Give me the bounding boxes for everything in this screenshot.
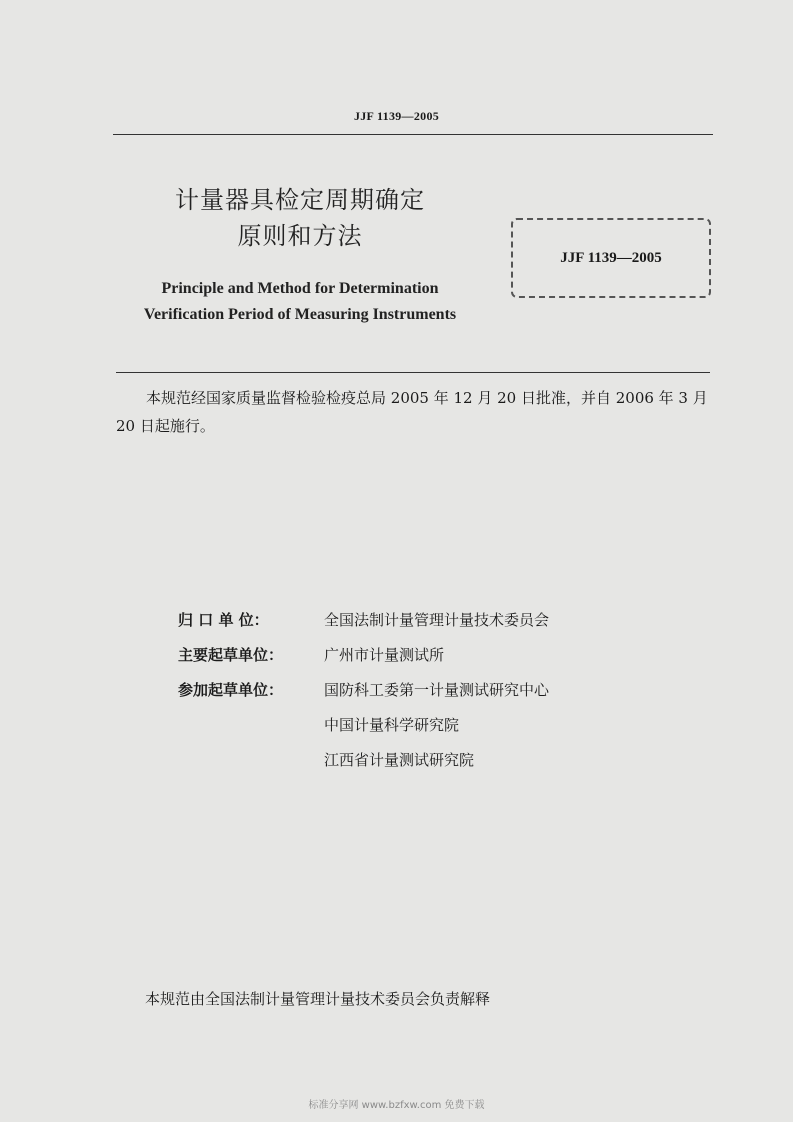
participating-value-1: 国防科工委第一计量测试研究中心	[324, 681, 550, 699]
drafting-units	[178, 604, 549, 779]
unit-row-responsible	[178, 604, 549, 639]
main-drafter-value: 广州市计量测试所	[324, 646, 445, 664]
approval-statement: 本规范经国家质量监督检验检疫总局 2005 年 12 月 20 日批准，并自 2006 年 3 月 20 日起施行。	[116, 389, 708, 435]
interpretation-note: 本规范由全国法制计量管理计量技术委员会负责解释	[145, 990, 491, 1008]
participating-value-2: 中国计量科学研究院	[324, 716, 460, 734]
header-standard-code: JJF 1139—2005	[353, 109, 440, 123]
participating-label: 参加起草单位：	[178, 681, 284, 699]
responsible-unit-value: 全国法制计量管理计量技术委员会	[324, 611, 550, 629]
title-cn-line2: 原则和方法	[237, 222, 363, 250]
unit-row-participating	[178, 674, 549, 709]
main-drafter-label: 主要起草单位：	[178, 646, 284, 664]
participating-value-3: 江西省计量测试研究院	[324, 751, 475, 769]
title-cn-line1: 计量器具检定周期确定	[175, 186, 425, 214]
code-box-label: JJF 1139—2005	[560, 250, 662, 266]
title-rule	[116, 372, 710, 373]
title-en-line2: Verification Period of Measuring Instruments	[143, 306, 457, 323]
unit-row-main-drafter	[178, 639, 549, 674]
responsible-unit-label: 归 口 单 位：	[178, 611, 269, 629]
title-en-line1: Principle and Method for Determination	[161, 280, 439, 297]
unit-row-participating-3	[178, 744, 549, 779]
unit-row-participating-2	[178, 709, 549, 744]
header-rule	[113, 134, 713, 135]
standard-code-box	[511, 218, 711, 298]
watermark: 标准分享网 www.bzfxw.com 免费下载	[308, 1100, 485, 1111]
